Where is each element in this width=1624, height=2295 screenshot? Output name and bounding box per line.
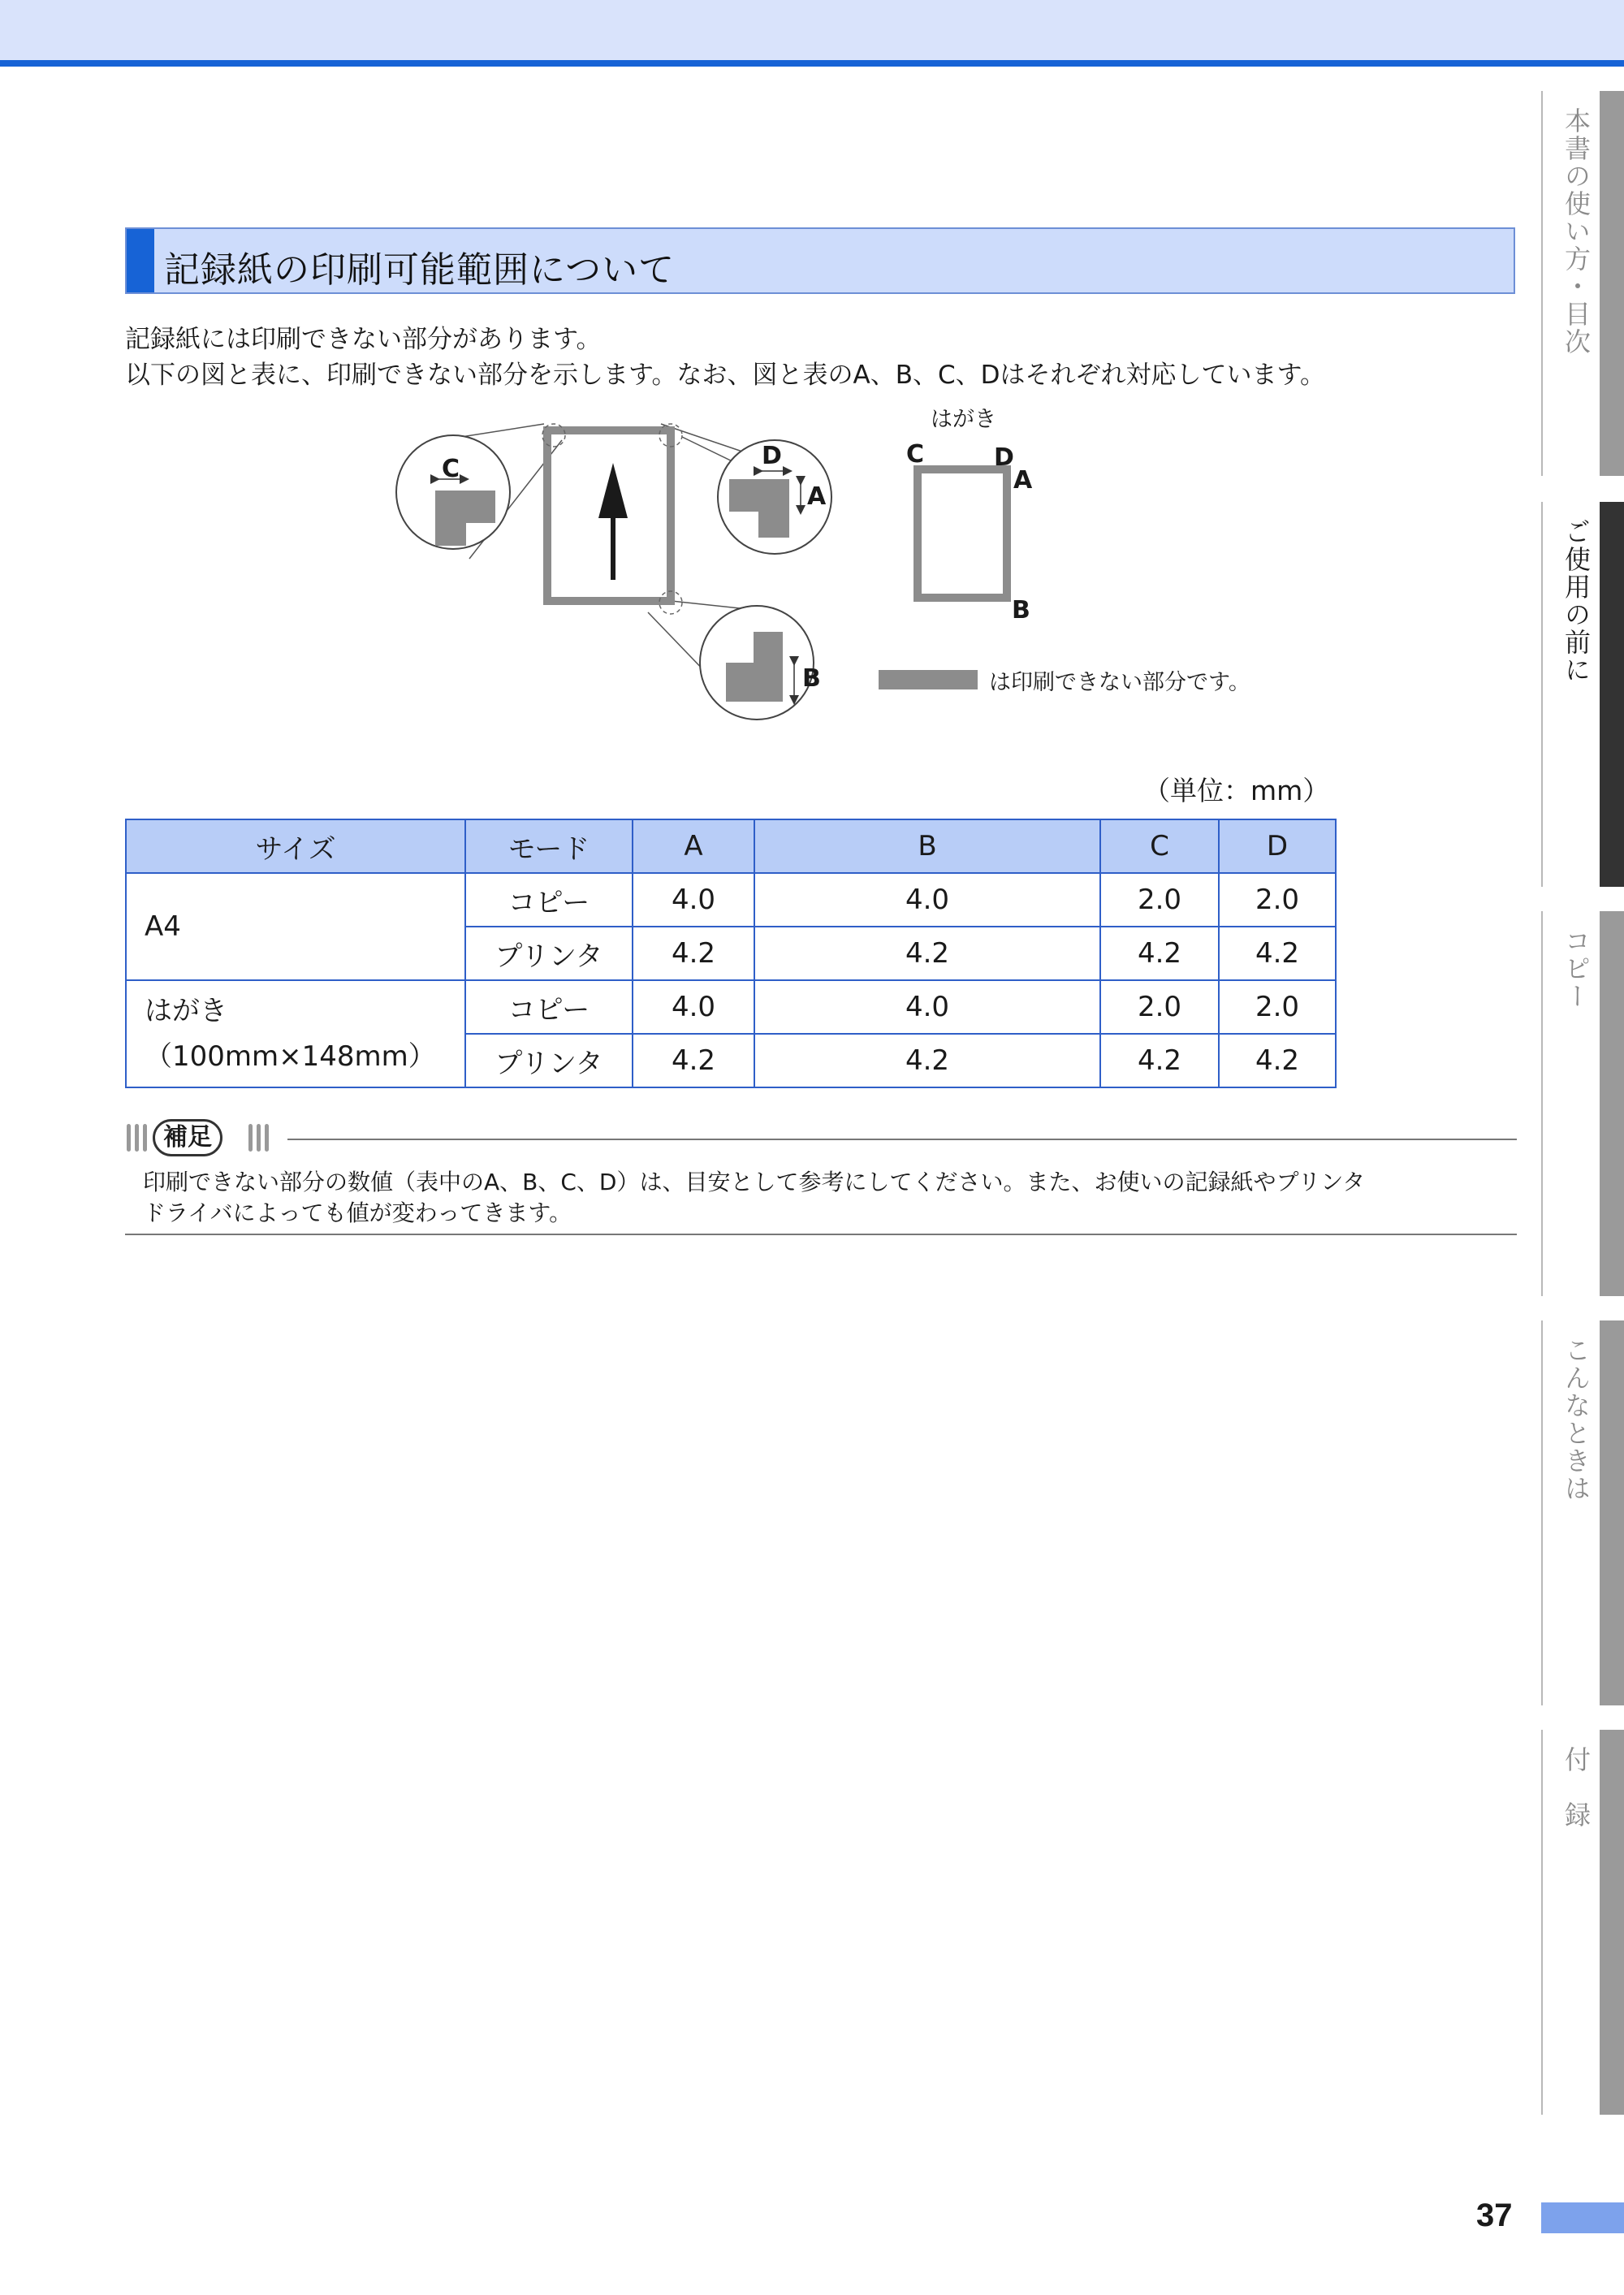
tab-edge (1600, 502, 1624, 887)
tab-copy[interactable] (1541, 911, 1624, 1296)
table-row (126, 873, 1336, 927)
tab-label: こんなときは (1561, 1337, 1592, 1502)
tab-label: 付 録 (1561, 1746, 1592, 1829)
hagaki-label-b: B (1012, 596, 1030, 625)
unit-label: （単位：mm） (1143, 775, 1330, 806)
note-tick (143, 1124, 147, 1152)
hagaki-label-a: A (1013, 466, 1033, 495)
margin-table (125, 819, 1337, 1088)
size-cell (126, 980, 465, 1087)
size-cell (126, 873, 465, 980)
tab-label: コピー (1561, 927, 1592, 1010)
note-tick (248, 1124, 253, 1152)
tab-edge (1600, 1320, 1624, 1705)
mode-cell: コピー (465, 873, 633, 927)
note-divider (287, 1139, 1517, 1140)
note-tick (135, 1124, 139, 1152)
value-b: 4.2 (754, 1034, 1100, 1087)
magnified-corner-b (700, 606, 814, 720)
arrow-up-icon (598, 463, 628, 518)
value-d: 4.2 (1219, 927, 1336, 980)
value-d: 2.0 (1219, 873, 1336, 927)
tab-edge (1600, 91, 1624, 476)
note-tick (257, 1124, 261, 1152)
size-dimensions: （100mm×148mm） (145, 1040, 436, 1073)
note-bottom-rule (125, 1234, 1517, 1235)
mode-cell: コピー (465, 980, 633, 1034)
value-a: 4.0 (633, 980, 754, 1034)
value-d: 4.2 (1219, 1034, 1336, 1087)
tab-appendix[interactable] (1541, 1730, 1624, 2115)
value-b: 4.0 (754, 873, 1100, 927)
magnified-corner-c (396, 435, 510, 549)
value-c: 2.0 (1100, 980, 1219, 1034)
tab-troubleshooting[interactable] (1541, 1320, 1624, 1705)
header-mode: モード (465, 819, 633, 873)
note-tick (265, 1124, 269, 1152)
value-b: 4.0 (754, 980, 1100, 1034)
page-number: 37 (1476, 2198, 1513, 2233)
hagaki-label-d: D (994, 443, 1014, 472)
tab-label: ご使用の前に (1561, 518, 1592, 684)
header-b: B (754, 819, 1100, 873)
size-name: A4 (145, 910, 181, 943)
table-header-row (126, 819, 1336, 873)
header-size: サイズ (126, 819, 465, 873)
value-c: 4.2 (1100, 927, 1219, 980)
tab-before-use[interactable] (1541, 502, 1624, 887)
tab-edge (1600, 1730, 1624, 2115)
tab-edge (1600, 911, 1624, 1296)
value-a: 4.2 (633, 927, 754, 980)
section-heading (125, 227, 1515, 294)
note-tick (127, 1124, 131, 1152)
note-badge: 補足 (153, 1119, 222, 1156)
size-name: はがき (145, 995, 227, 1027)
hagaki-label-c: C (906, 440, 925, 469)
legend-swatch (879, 670, 978, 689)
value-b: 4.2 (754, 927, 1100, 980)
mode-cell: プリンタ (465, 1034, 633, 1087)
legend-text: は印刷できない部分です。 (989, 670, 1250, 695)
section-title-text: 記録紙の印刷可能範囲について (164, 249, 676, 291)
value-a: 4.0 (633, 873, 754, 927)
value-c: 2.0 (1100, 873, 1219, 927)
intro-line-1: 記録紙には印刷できない部分があります。 (125, 325, 602, 354)
label-d-circle: D (762, 442, 782, 470)
mode-cell: プリンタ (465, 927, 633, 980)
header-band (0, 0, 1624, 67)
label-b-circle: B (802, 664, 821, 693)
note-line-1: 印刷できない部分の数値（表中のA、B、C、D）は、目安として参考にしてください。また、お使いの記録紙やプリンタ (143, 1169, 1366, 1195)
tab-contents[interactable] (1541, 91, 1624, 476)
hagaki-label: はがき (931, 407, 996, 432)
header-a: A (633, 819, 754, 873)
value-c: 4.2 (1100, 1034, 1219, 1087)
label-c-circle: C (442, 455, 460, 483)
a4-paper-diagram (547, 430, 671, 601)
note-line-2: ドライバによっても値が変わってきます。 (143, 1199, 572, 1226)
hagaki-paper-diagram (918, 469, 1007, 598)
header-c: C (1100, 819, 1219, 873)
header-d: D (1219, 819, 1336, 873)
value-d: 2.0 (1219, 980, 1336, 1034)
value-a: 4.2 (633, 1034, 754, 1087)
tab-label: 本書の使い方・目次 (1561, 107, 1592, 356)
printable-area-diagram (390, 396, 1283, 724)
label-a-circle: A (807, 482, 827, 511)
page-marker (1541, 2202, 1624, 2233)
table-row (126, 980, 1336, 1034)
intro-line-2: 以下の図と表に、印刷できない部分を示します。なお、図と表のA、B、C、Dはそれぞれ対応しています。 (125, 361, 1326, 390)
heading-accent-bar (127, 229, 154, 292)
note-header (125, 1117, 1517, 1160)
